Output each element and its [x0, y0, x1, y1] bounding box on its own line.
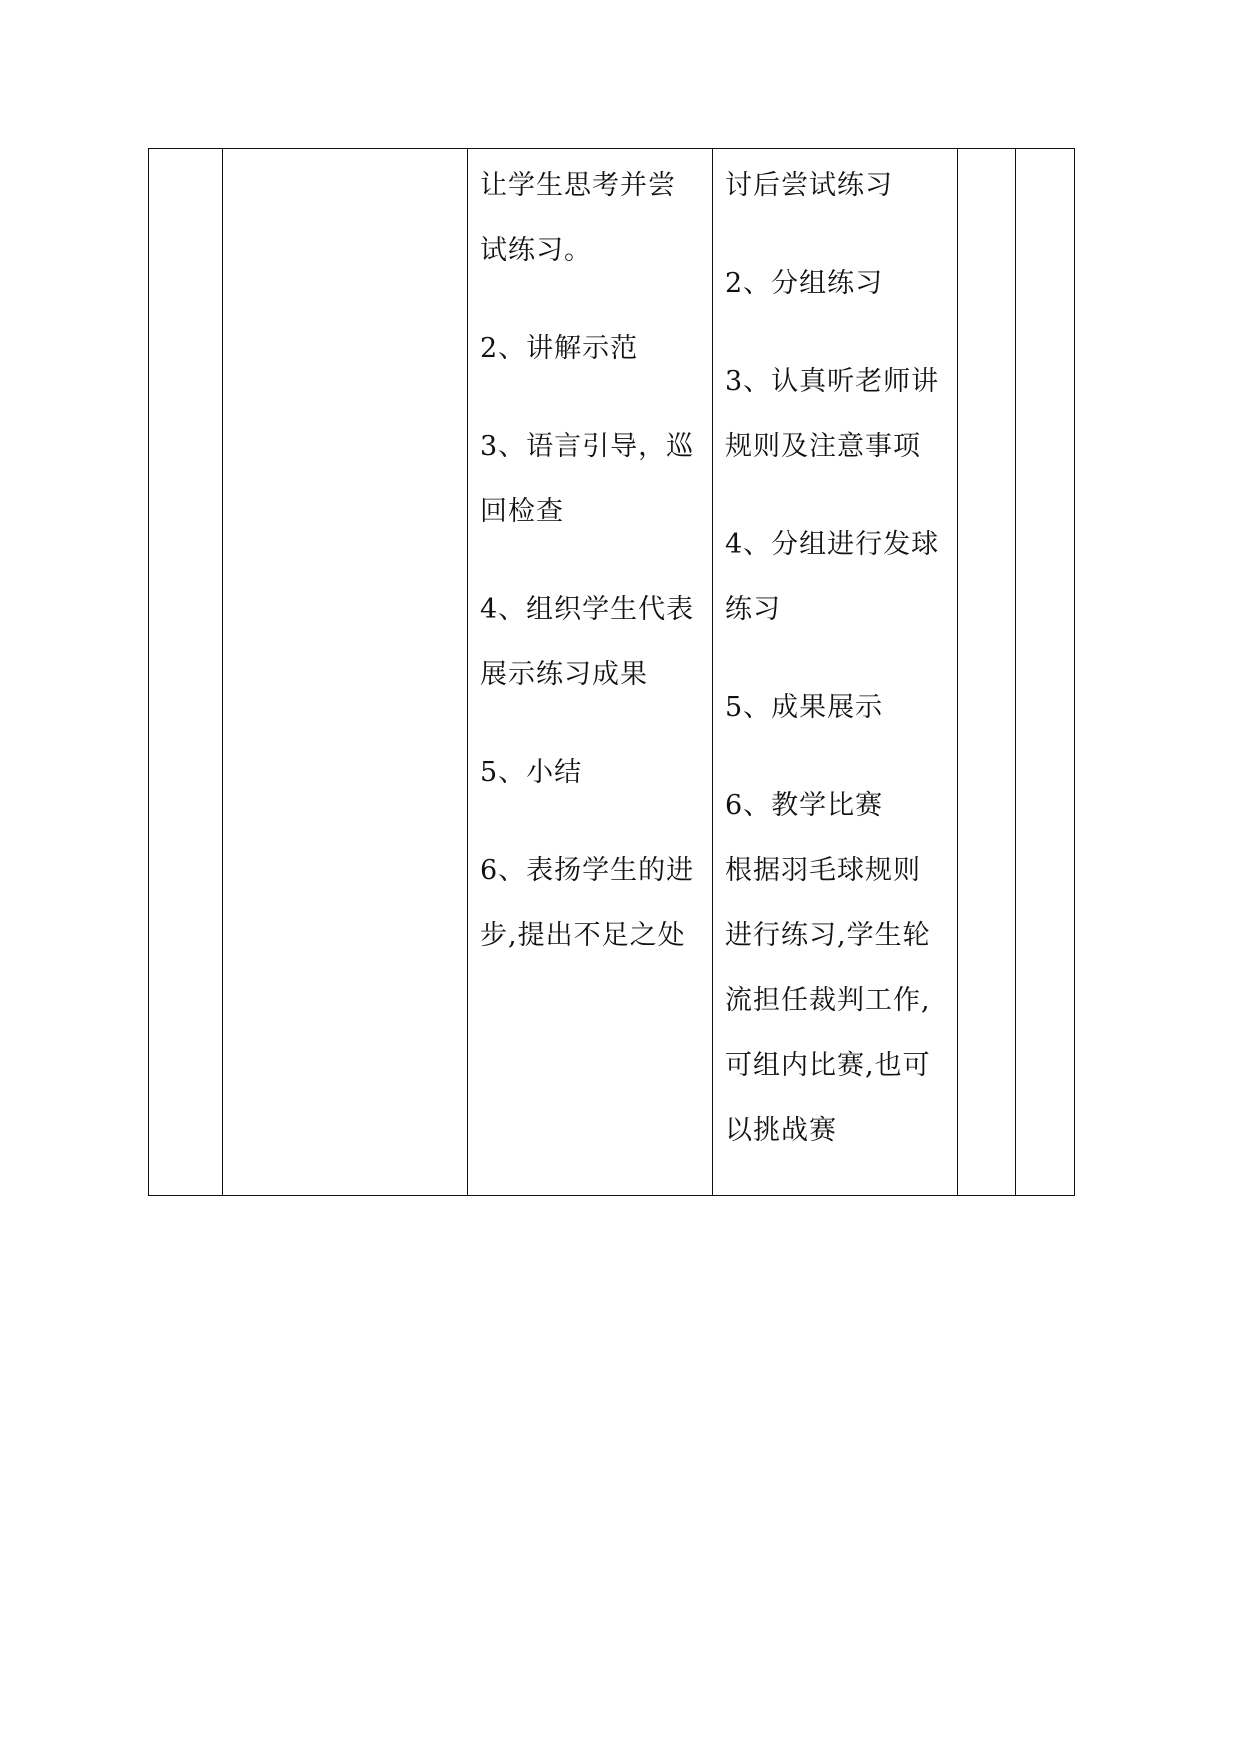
student-line: 根据羽毛球规则	[725, 855, 921, 886]
teacher-line: 让学生思考并尝	[480, 170, 676, 201]
spacer	[480, 381, 704, 414]
student-activity-cell	[713, 149, 958, 1196]
empty-cell-5	[958, 149, 1016, 1196]
spacer	[480, 805, 704, 838]
student-activity-text	[713, 149, 957, 1163]
table-row	[149, 149, 1075, 1196]
lesson-plan-table	[148, 148, 1075, 1196]
teacher-line: 步,提出不足之处	[480, 920, 686, 951]
student-line: 流担任裁判工作,	[725, 985, 931, 1016]
student-line: 讨后尝试练习	[725, 170, 893, 201]
spacer	[725, 740, 949, 773]
spacer	[725, 316, 949, 349]
spacer	[725, 479, 949, 512]
student-line: 进行练习,学生轮	[725, 920, 931, 951]
teacher-line: 展示练习成果	[480, 659, 648, 690]
empty-cell-6	[1016, 149, 1075, 1196]
student-line: 以挑战赛	[725, 1115, 837, 1146]
spacer	[725, 218, 949, 251]
student-line: 2、分组练习	[725, 268, 884, 299]
teacher-activity-text	[468, 149, 712, 968]
student-line: 3、认真听老师讲	[725, 366, 940, 397]
student-line: 规则及注意事项	[725, 431, 921, 462]
teacher-line: 5、小结	[480, 757, 583, 788]
student-line: 4、分组进行发球	[725, 529, 940, 560]
student-line: 可组内比赛,也可	[725, 1050, 931, 1081]
teacher-line: 6、表扬学生的进	[480, 855, 695, 886]
teacher-line: 回检查	[480, 496, 564, 527]
spacer	[725, 642, 949, 675]
teacher-line: 试练习。	[480, 235, 592, 266]
student-line: 练习	[725, 594, 781, 625]
teacher-activity-cell	[468, 149, 713, 1196]
spacer	[480, 544, 704, 577]
student-line: 6、教学比赛	[725, 790, 884, 821]
empty-cell-2	[223, 149, 468, 1196]
spacer	[480, 283, 704, 316]
teacher-line: 3、语言引导，巡	[480, 431, 695, 462]
teacher-line: 2、讲解示范	[480, 333, 639, 364]
teacher-line: 4、组织学生代表	[480, 594, 695, 625]
empty-cell-1	[149, 149, 223, 1196]
student-line: 5、成果展示	[725, 692, 884, 723]
spacer	[480, 707, 704, 740]
